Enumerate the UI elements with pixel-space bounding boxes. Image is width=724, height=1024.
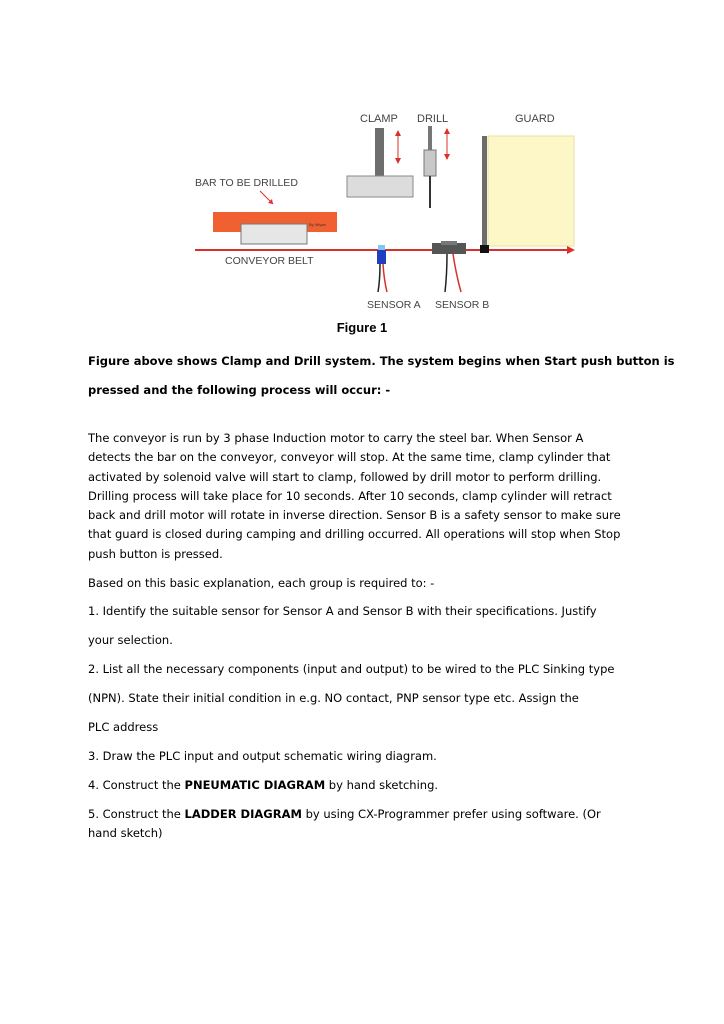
bar-watermark: By Vifyan bbox=[309, 222, 326, 227]
task-2-line-1: 2. List all the necessary components (input and output) to be wired to the PLC Sinking type bbox=[88, 662, 615, 676]
conveyor-arrowhead bbox=[567, 246, 575, 254]
task-4-emphasis: PNEUMATIC DIAGRAM bbox=[184, 778, 326, 792]
sensor-b-wire-red bbox=[453, 254, 461, 292]
task-2-line-2: (NPN). State their initial condition in e.g. NO contact, PNP sensor type etc. Assign the bbox=[88, 691, 579, 705]
sensor-b-wire-black bbox=[445, 254, 447, 292]
guard-latch bbox=[480, 245, 489, 253]
clamp-arrow-down bbox=[395, 158, 401, 164]
clamp-rod bbox=[375, 128, 384, 176]
bar-label: BAR TO BE DRILLED bbox=[195, 177, 298, 189]
sensor-a-wire-black bbox=[378, 264, 380, 292]
description-line: activated by solenoid valve will start to clamp, followed by drill motor to perform drilling. bbox=[88, 469, 602, 484]
sensor-a-body bbox=[377, 250, 386, 264]
description-paragraph bbox=[88, 429, 648, 564]
task-4-prefix: 4. Construct the bbox=[88, 778, 185, 792]
sensor-a-head bbox=[378, 245, 385, 250]
clamp-drill-figure bbox=[185, 100, 585, 322]
guard-post bbox=[482, 136, 487, 250]
guard-panel bbox=[488, 136, 574, 246]
description-line: Drilling process will take place for 10 seconds. After 10 seconds, clamp cylinder will retract bbox=[88, 488, 612, 503]
description-line: detects the bar on the conveyor, conveyor will stop. At the same time, clamp cylinder that bbox=[88, 450, 611, 465]
task-1-line-1: 1. Identify the suitable sensor for Sensor A and Sensor B with their specifications. Justify bbox=[88, 604, 597, 618]
drill-label: DRILL bbox=[417, 113, 449, 125]
clamp-arrow-up bbox=[395, 130, 401, 136]
task-1-line-2: your selection. bbox=[88, 633, 173, 647]
drill-arrow-down bbox=[444, 154, 450, 160]
sensor-b-label: SENSOR B bbox=[435, 299, 490, 311]
task-5-suffix: by using CX-Programmer prefer using software. (Or bbox=[301, 807, 601, 821]
intro-line-2: pressed and the following process will occur: - bbox=[88, 383, 391, 397]
sensor-a-label: SENSOR A bbox=[367, 299, 421, 311]
task-5-line-1 bbox=[88, 807, 648, 821]
sensor-a-wire-red bbox=[383, 264, 387, 292]
description-line: push button is pressed. bbox=[88, 546, 223, 561]
drill-rod bbox=[428, 126, 432, 150]
clamp-jaw bbox=[347, 176, 413, 197]
task-5-prefix: 5. Construct the bbox=[88, 807, 185, 821]
task-4-suffix: by hand sketching. bbox=[325, 778, 439, 792]
task-5-line-2: hand sketch) bbox=[88, 826, 163, 840]
description-line: The conveyor is run by 3 phase Induction motor to carry the steel bar. When Sensor A bbox=[88, 431, 584, 445]
task-5-emphasis: LADDER DIAGRAM bbox=[184, 807, 302, 821]
clamp-label: CLAMP bbox=[360, 113, 398, 125]
task-3: 3. Draw the PLC input and output schematic wiring diagram. bbox=[88, 749, 437, 763]
task-4 bbox=[88, 778, 648, 792]
intro-line-1: Figure above shows Clamp and Drill system. The system begins when Start push button is bbox=[88, 354, 675, 368]
sensor-b-head bbox=[441, 241, 457, 245]
bar-support-block bbox=[241, 224, 307, 244]
drill-body bbox=[424, 150, 436, 176]
task-intro: Based on this basic explanation, each group is required to: - bbox=[88, 576, 435, 590]
task-2-line-3: PLC address bbox=[88, 720, 159, 734]
figure-caption: Figure 1 bbox=[336, 320, 388, 335]
description-line: back and drill motor will rotate in inverse direction. Sensor B is a safety sensor to make sure bbox=[88, 508, 621, 523]
drill-arrow-up bbox=[444, 128, 450, 134]
conveyor-label: CONVEYOR BELT bbox=[225, 255, 314, 267]
guard-label: GUARD bbox=[515, 113, 555, 125]
description-line: that guard is closed during camping and drilling occurred. All operations will stop when Stop bbox=[88, 527, 621, 542]
